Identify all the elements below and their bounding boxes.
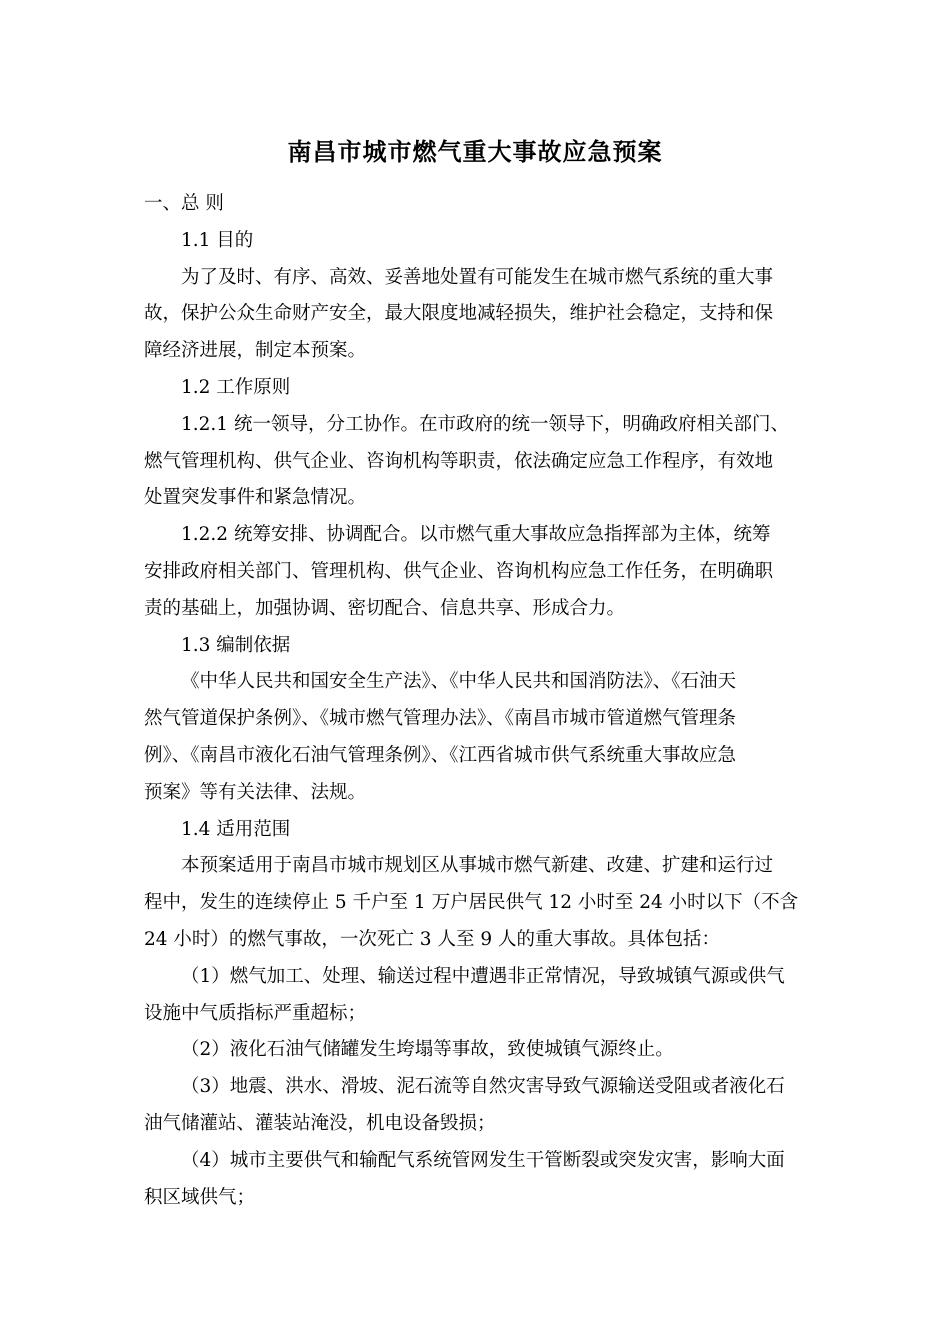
text-line: 本预案适用于南昌市城市规划区从事城市燃气新建、改建、扩建和运行过 <box>181 855 774 877</box>
text-line: 1.2.1 统一领导，分工协作。在市政府的统一领导下，明确政府相关部门、 <box>181 413 789 435</box>
document-body <box>144 186 824 1216</box>
text-line: 处置突发事件和紧急情况。 <box>144 487 367 509</box>
text-line: （4）城市主要供气和输配气系统管网发生干管断裂或突发灾害，影响大面 <box>181 1149 785 1171</box>
text-line: （2）液化石油气储罐发生垮塌等事故，致使城镇气源终止。 <box>181 1039 674 1061</box>
text-line: 1.3 编制依据 <box>181 634 291 656</box>
text-line: 设施中气质指标严重超标； <box>144 1002 367 1024</box>
text-line: 1.2 工作原则 <box>181 376 291 398</box>
text-line: 积区域供气； <box>144 1186 256 1208</box>
text-line: 程中，发生的连续停止 5 千户至 1 万户居民供气 12 小时至 24 小时以下（不含 <box>144 892 799 914</box>
text-line: 责的基础上，加强协调、密切配合、信息共享、形成合力。 <box>144 597 626 619</box>
text-line: 然气管道保护条例》、《城市燃气管理办法》、《南昌市城市管道燃气管理条 <box>144 708 737 730</box>
text-line: 1.1 目的 <box>181 229 254 251</box>
text-line: 安排政府相关部门、管理机构、供气企业、咨询机构应急工作任务，在明确职 <box>144 560 774 582</box>
text-line: 一、总 则 <box>144 193 224 214</box>
text-line: 1.2.2 统筹安排、协调配合。以市燃气重大事故应急指挥部为主体，统筹 <box>181 524 771 546</box>
text-line: 为了及时、有序、高效、妥善地处置有可能发生在城市燃气系统的重大事 <box>181 266 774 288</box>
text-line: （3）地震、洪水、滑坡、泥石流等自然灾害导致气源输送受阻或者液化石 <box>181 1076 785 1098</box>
text-line: 1.4 适用范围 <box>181 818 291 840</box>
document-title: 南昌市城市燃气重大事故应急预案 <box>287 137 663 166</box>
text-line: 燃气管理机构、供气企业、咨询机构等职责，依法确定应急工作程序，有效地 <box>144 450 774 472</box>
text-line: （1）燃气加工、处理、输送过程中遭遇非正常情况，导致城镇气源或供气 <box>181 965 785 987</box>
text-line: 例》、《南昌市液化石油气管理条例》、《江西省城市供气系统重大事故应急 <box>144 744 737 766</box>
text-line: 《中华人民共和国安全生产法》、《中华人民共和国消防法》、《石油天 <box>181 671 737 693</box>
text-line: 故，保护公众生命财产安全，最大限度地减轻损失，维护社会稳定，支持和保 <box>144 303 774 325</box>
text-line: 油气储灌站、灌装站淹没，机电设备毁损； <box>144 1112 496 1134</box>
text-line: 障经济进展，制定本预案。 <box>144 340 367 362</box>
text-line: 预案》等有关法律、法规。 <box>144 781 367 803</box>
text-line: 24 小时）的燃气事故，一次死亡 3 人至 9 人的重大事故。具体包括： <box>144 928 720 950</box>
